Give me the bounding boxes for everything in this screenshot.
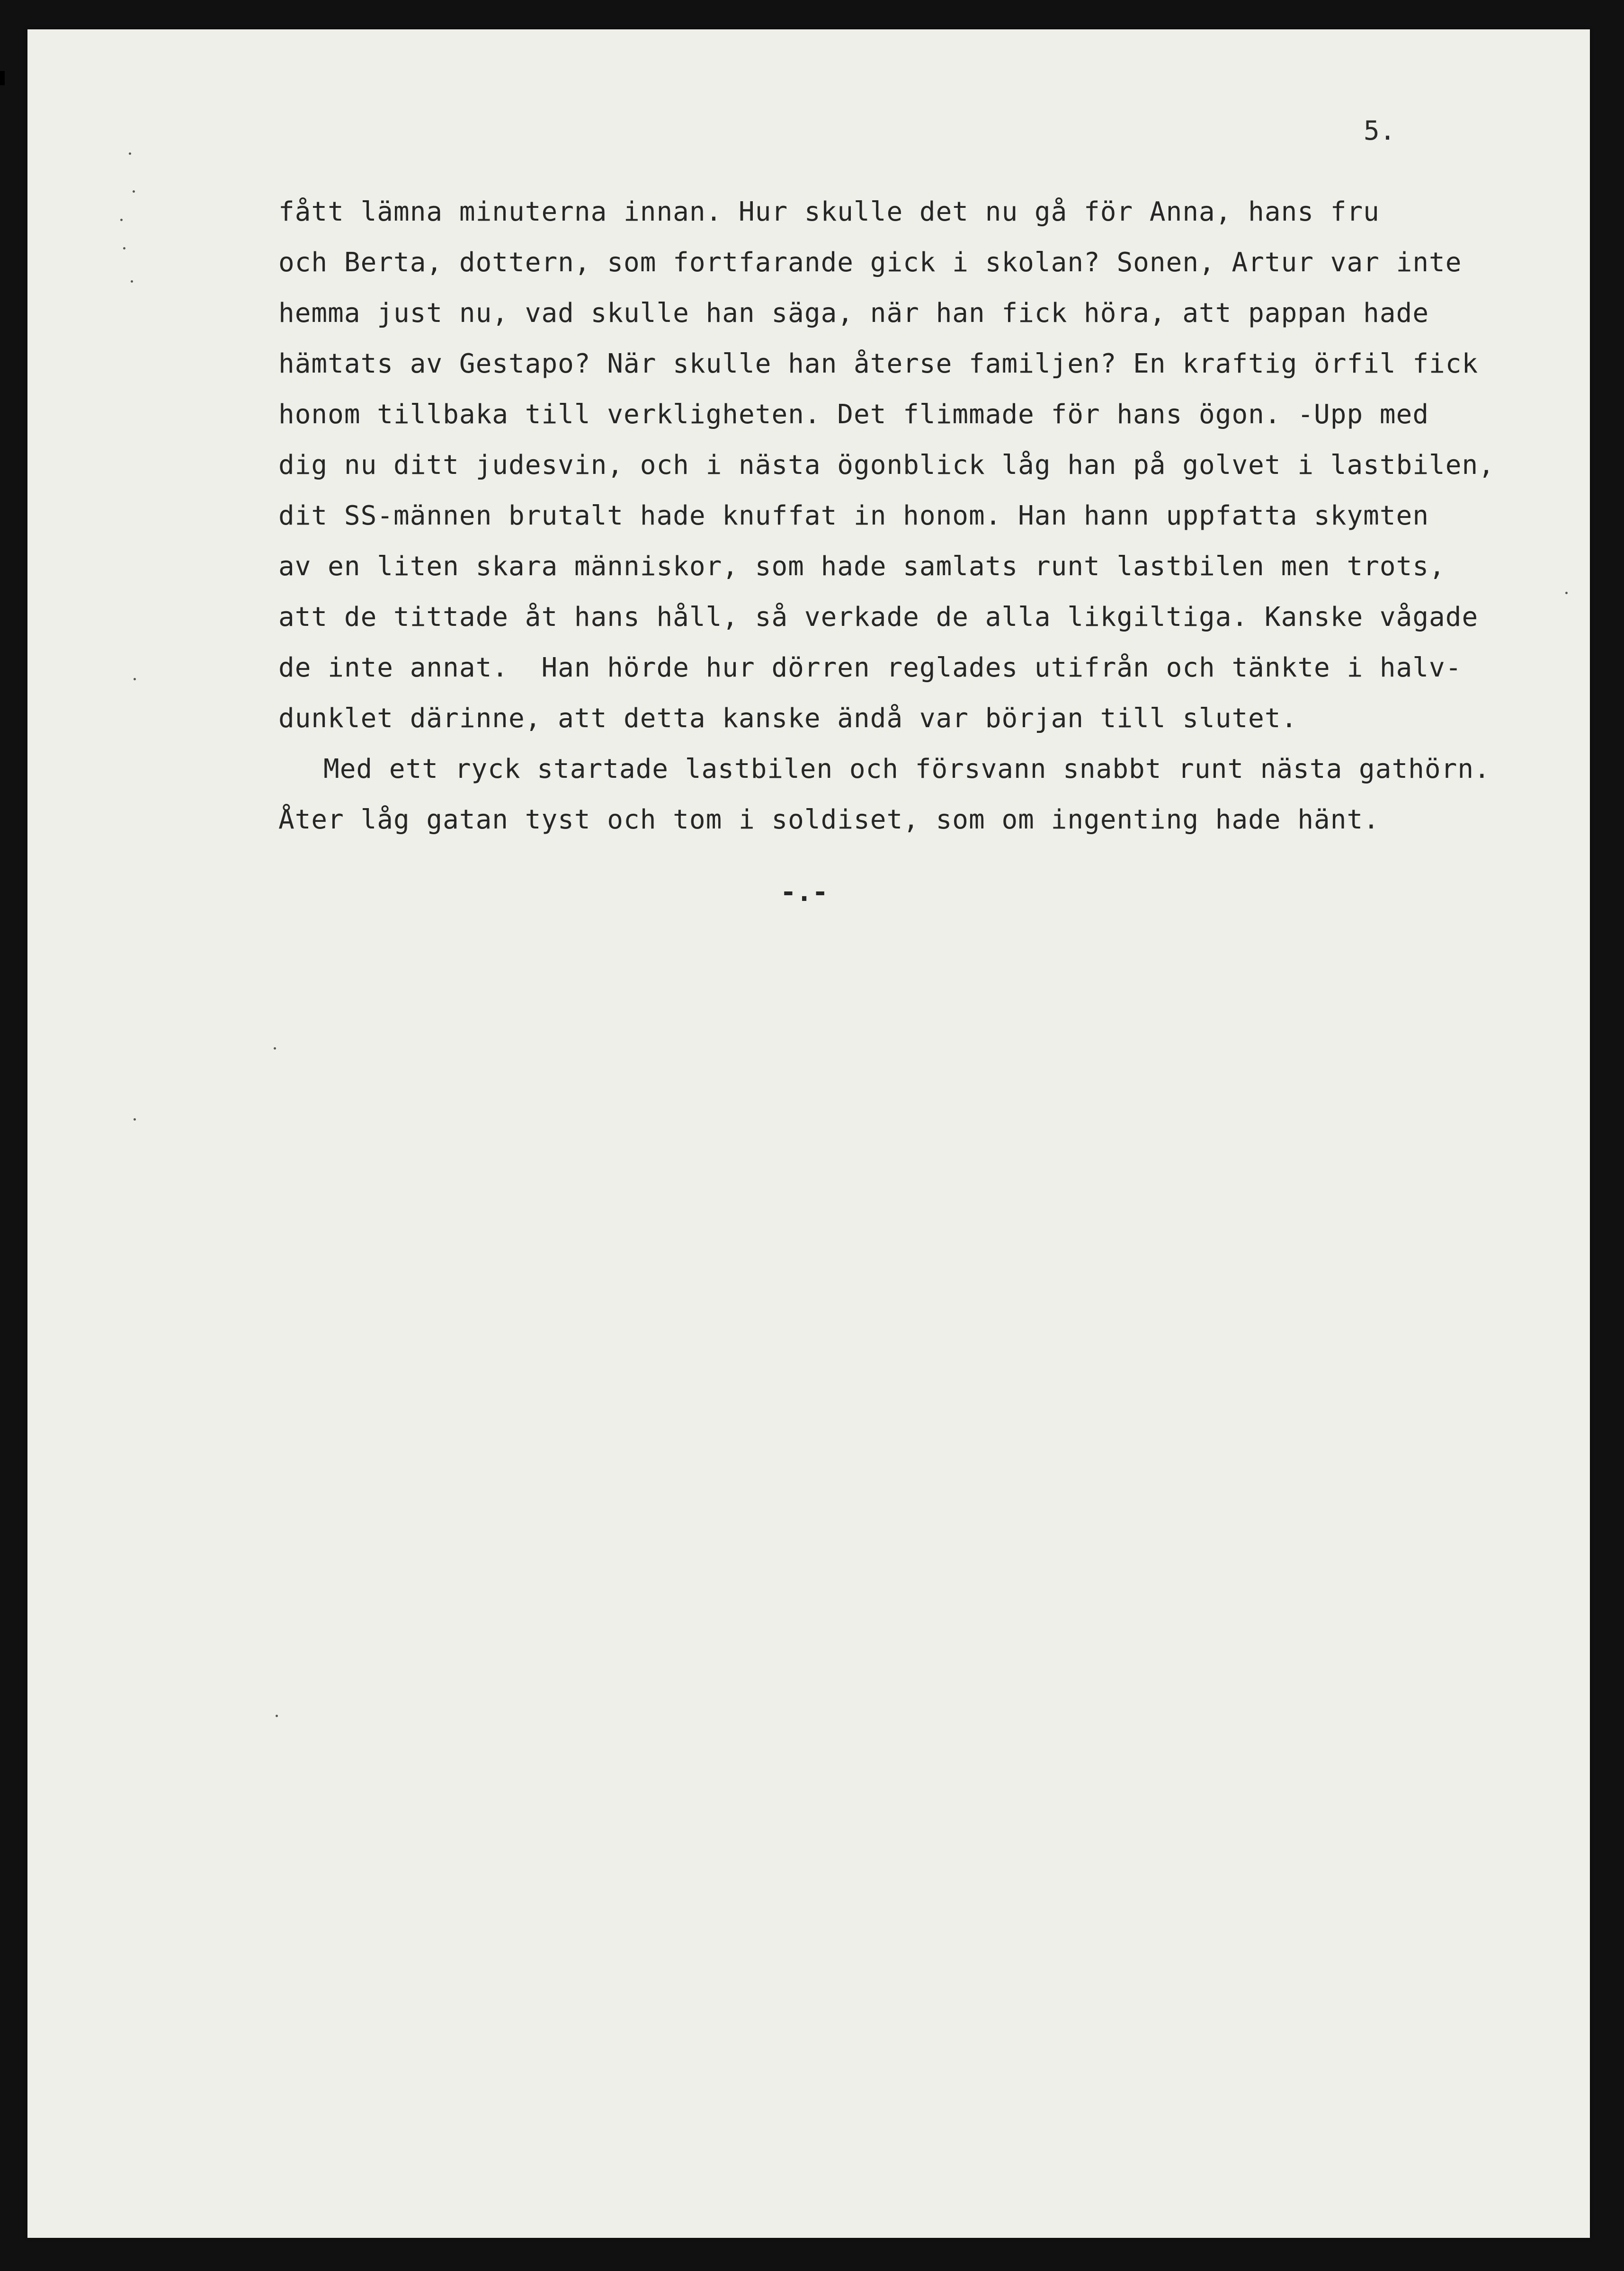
paper-speck xyxy=(134,1118,136,1121)
text-line: hämtats av Gestapo? När skulle han återse familjen? En kraftig örfil fick xyxy=(278,348,1479,379)
paper-speck xyxy=(276,1715,278,1717)
paper-speck xyxy=(129,152,131,155)
text-line: dit SS-männen brutalt hade knuffat in honom. Han hann uppfatta skymten xyxy=(278,500,1429,531)
typewritten-page xyxy=(27,29,1590,2238)
text-line: Åter låg gatan tyst och tom i soldiset, som om ingenting hade hänt. xyxy=(278,804,1380,835)
text-line: de inte annat. Han hörde hur dörren reglades utifrån och tänkte i halv- xyxy=(278,652,1462,683)
page-number: 5. xyxy=(1364,116,1396,146)
binding-mark xyxy=(0,71,5,85)
text-line: dunklet därinne, att detta kanske ändå var början till slutet. xyxy=(278,703,1298,734)
paper-speck xyxy=(134,678,136,680)
text-line: av en liten skara människor, som hade samlats runt lastbilen men trots, xyxy=(278,551,1446,582)
text-line: honom tillbaka till verkligheten. Det flimmade för hans ögon. -Upp med xyxy=(278,399,1429,430)
paper-speck xyxy=(274,1047,276,1050)
text-line-indented: Med ett ryck startade lastbilen och försvann snabbt runt nästa gathörn. xyxy=(323,754,1490,784)
paper-speck xyxy=(133,190,135,193)
text-line: hemma just nu, vad skulle han säga, när han fick höra, att pappan hade xyxy=(278,298,1429,329)
paper-speck xyxy=(120,219,123,221)
text-line: dig nu ditt judesvin, och i nästa ögonblick låg han på golvet i lastbilen, xyxy=(278,450,1495,481)
body-text xyxy=(278,187,1595,845)
section-end-mark: -.- xyxy=(780,877,829,908)
text-line: att de tittade åt hans håll, så verkade de alla likgiltiga. Kanske vågade xyxy=(278,602,1479,632)
paper-speck xyxy=(131,280,133,283)
paper-speck xyxy=(1565,592,1568,594)
text-line: och Berta, dottern, som fortfarande gick i skolan? Sonen, Artur var inte xyxy=(278,247,1462,278)
paper-speck xyxy=(123,247,125,249)
text-line: fått lämna minuterna innan. Hur skulle det nu gå för Anna, hans fru xyxy=(278,196,1380,227)
